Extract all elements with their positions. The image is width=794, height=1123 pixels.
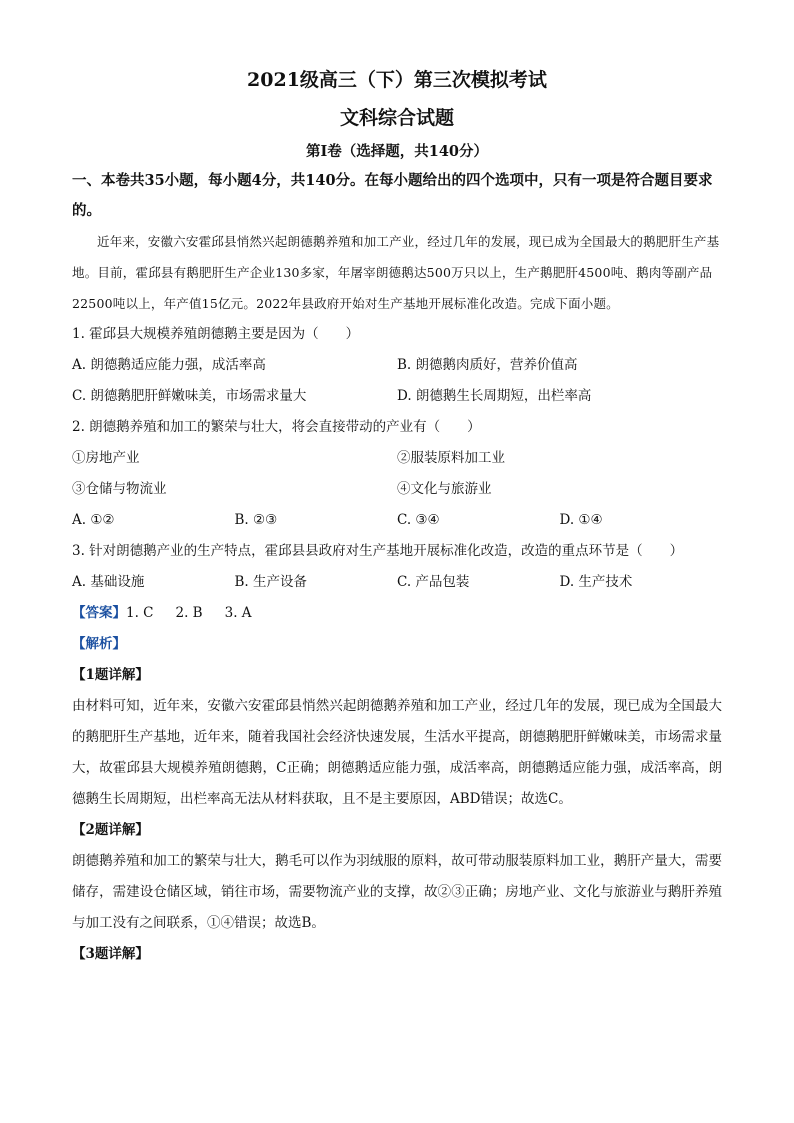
detail-2-heading: 【2题详解】 [72, 822, 149, 838]
question-2-option-d: D. ①④ [559, 512, 603, 528]
question-2-items-row-1 [72, 443, 722, 474]
detail-1-text: 由材料可知，近年来，安徽六安霍邱县悄然兴起朗德鹅养殖和加工产业，经过几年的发展，现已成为全国最大的鹅肥肝生产基地，近年来，随着我国社会经济快速发展，生活水平提高，朗德鹅肥肝鲜嫩味美，市场需求量大，故霍邱县大规模养殖朗德鹅，C正确；朗德鹅适应能力强，成活率高，朗德鹅适应能力强，成活率高，朗德鹅生长周期短，出栏率高无法从材料获取，且不是主要原因，ABD错误；故选C。 [72, 698, 722, 807]
section-instruction: 一、本卷共35小题，每小题4分，共140分。在每小题给出的四个选项中，只有一项是符合题目要求的。 [72, 172, 713, 219]
question-1-option-c: C. 朗德鹅肥肝鲜嫩味美，市场需求量大 [72, 388, 307, 404]
detail-1-heading: 【1题详解】 [72, 667, 149, 683]
question-2-option-a: A. ①② [72, 512, 115, 528]
detail-2-text: 朗德鹅养殖和加工的繁荣与壮大，鹅毛可以作为羽绒服的原料，故可带动服装原料加工业，鹅肝产量大，需要储存，需建设仓储区域，销往市场，需要物流产业的支撑，故②③正确；房地产业、文化与旅游业与鹅肝养殖与加工没有之间联系，①④错误；故选B。 [72, 853, 722, 931]
material-passage: 近年来，安徽六安霍邱县悄然兴起朗德鹅养殖和加工产业，经过几年的发展，现已成为全国最大的鹅肥肝生产基地。目前，霍邱县有鹅肥肝生产企业130多家，年屠宰朗德鹅达500万只以上，生产鹅肥肝4500吨、鹅肉等副产品22500吨以上，年产值15亿元。2022年县政府开始对生产基地开展标准化改造。完成下面小题。 [72, 234, 720, 311]
question-1-option-d: D. 朗德鹅生长周期短，出栏率高 [397, 388, 592, 404]
question-2-options [72, 505, 722, 536]
question-2-option-b: B. ②③ [234, 512, 278, 528]
question-3-stem: 3. 针对朗德鹅产业的生产特点，霍邱县县政府对生产基地开展标准化改造，改造的重点环节是（ ） [72, 543, 684, 559]
exam-page [72, 62, 722, 970]
question-2-item-2: ②服装原料加工业 [397, 450, 505, 466]
question-1-stem: 1. 霍邱县大规模养殖朗德鹅主要是因为（ ） [72, 326, 360, 342]
question-2-item-4: ④文化与旅游业 [397, 481, 492, 497]
question-3-option-b: B. 生产设备 [234, 574, 308, 590]
question-2-item-3: ③仓储与物流业 [72, 481, 167, 497]
part-title: 第Ⅰ卷（选择题，共140分） [305, 143, 489, 160]
answer-2: 2. B [175, 605, 203, 621]
question-3-option-d: D. 生产技术 [559, 574, 633, 590]
question-1-option-b: B. 朗德鹅肉质好，营养价值高 [397, 357, 578, 373]
analysis-tag: 【解析】 [72, 636, 126, 652]
question-2-items-row-2 [72, 474, 722, 505]
detail-3-heading: 【3题详解】 [72, 946, 149, 962]
exam-title: 2021级高三（下）第三次模拟考试 [247, 69, 547, 91]
question-1-options-row-1 [72, 350, 722, 381]
question-3-options [72, 567, 722, 598]
question-2-item-1: ①房地产业 [72, 450, 140, 466]
answer-tag: 【答案】 [72, 605, 126, 621]
subject-title: 文科综合试题 [339, 107, 454, 129]
question-1-options-row-2 [72, 381, 722, 412]
question-3-option-a: A. 基础设施 [72, 574, 145, 590]
answer-1: 1. C [126, 605, 154, 621]
answer-3: 3. A [224, 605, 252, 621]
question-1-option-a: A. 朗德鹅适应能力强，成活率高 [72, 357, 266, 373]
question-2-option-c: C. ③④ [397, 512, 440, 528]
question-3-option-c: C. 产品包装 [397, 574, 470, 590]
analysis-line [72, 629, 722, 660]
answer-line [72, 598, 722, 629]
question-2-stem: 2. 朗德鹅养殖和加工的繁荣与壮大，将会直接带动的产业有（ ） [72, 419, 481, 435]
